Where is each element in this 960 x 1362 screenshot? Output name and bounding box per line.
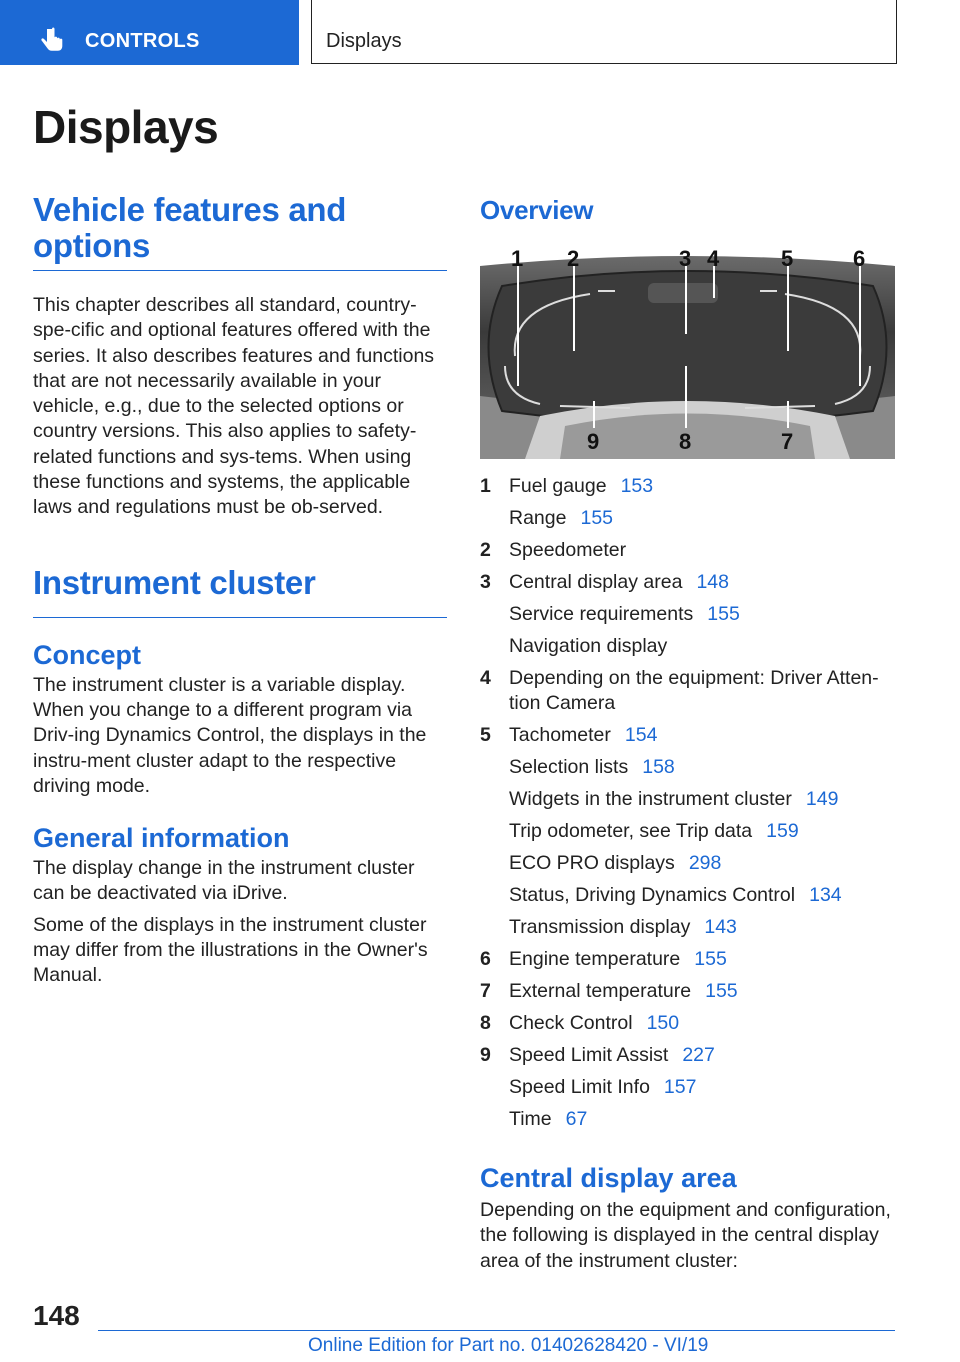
legend-number: 5 <box>480 724 491 746</box>
callout-number: 7 <box>781 429 794 454</box>
page-reference-link[interactable]: 149 <box>805 788 839 810</box>
legend-text <box>509 879 895 911</box>
legend-item <box>480 911 895 943</box>
page-reference-link[interactable]: 155 <box>694 948 727 970</box>
legend-number <box>480 598 509 630</box>
page-reference-link[interactable]: 154 <box>624 724 658 746</box>
vehicle-features-heading: Vehicle features and options <box>33 191 347 264</box>
right-column <box>480 192 895 228</box>
legend-text <box>509 783 895 815</box>
general-information-heading: General information <box>33 823 290 854</box>
legend-text <box>509 1071 895 1103</box>
page-reference-link[interactable]: 155 <box>707 603 740 625</box>
legend-text <box>509 566 895 598</box>
legend-number <box>480 502 509 534</box>
page-title: Displays <box>33 101 219 153</box>
callout-number: 3 <box>679 246 692 271</box>
general-information-text: The display change in the instrument cluster can be deactivated via iDrive. <box>33 857 415 905</box>
legend-label: Transmission display <box>509 916 691 938</box>
legend-item <box>480 598 895 630</box>
legend-item <box>480 943 895 975</box>
edition-text: Online Edition for Part no. 01402628420 - VI/19 <box>308 1335 709 1356</box>
legend-label: Service requirements <box>509 603 694 625</box>
legend-label: ECO PRO displays <box>509 852 675 874</box>
legend-text <box>509 630 895 662</box>
legend-number <box>480 847 509 879</box>
legend-item <box>480 1007 895 1039</box>
legend-item <box>480 502 895 534</box>
legend-number <box>480 911 509 943</box>
legend-item <box>480 470 895 502</box>
page-reference-link[interactable]: 159 <box>766 820 799 842</box>
legend-number <box>480 1103 509 1135</box>
legend-item <box>480 662 895 719</box>
legend-number <box>480 630 509 662</box>
section-tab[interactable] <box>311 0 897 64</box>
legend-text <box>509 502 895 534</box>
legend-number: 6 <box>480 948 491 970</box>
legend-number: 4 <box>480 667 491 689</box>
legend-number <box>480 879 509 911</box>
callout-number: 8 <box>679 429 692 454</box>
legend-text <box>509 751 895 783</box>
legend-number <box>480 1071 509 1103</box>
left-column <box>33 192 447 989</box>
legend-item <box>480 1071 895 1103</box>
legend-text <box>509 534 895 566</box>
legend-number: 7 <box>480 980 491 1002</box>
legend-label: Navigation display <box>509 635 668 657</box>
legend-text <box>509 975 895 1007</box>
concept-heading: Concept <box>33 639 141 670</box>
legend-label: Range <box>509 507 567 529</box>
page-reference-link[interactable]: 148 <box>696 571 729 593</box>
central-display-section <box>480 1163 895 1274</box>
vehicle-features-text: This chapter describes all standard, country-spe-cific and optional features offered with the series. It also describes features and functions that are not necessarily available in your vehicle, e.g., due to the selected options or country versions. This also applies to safety-related functions and sys-tems. When using these functions and systems, the applicable laws and regulations must be ob-served. <box>33 294 435 519</box>
legend-item <box>480 534 895 566</box>
central-display-heading: Central display area <box>480 1163 737 1193</box>
page-reference-link[interactable]: 227 <box>682 1044 715 1066</box>
legend-number <box>480 751 509 783</box>
callout-number: 5 <box>781 246 794 271</box>
legend-list <box>480 470 895 1135</box>
legend-text <box>509 911 895 943</box>
legend-number <box>480 783 509 815</box>
legend-label: Engine temperature <box>509 948 681 970</box>
overview-heading: Overview <box>480 195 594 225</box>
legend-item <box>480 630 895 662</box>
legend-text <box>509 847 895 879</box>
footer-rule <box>98 1330 895 1331</box>
legend-number: 1 <box>480 475 491 497</box>
section-label: Displays <box>326 30 402 52</box>
page-reference-link[interactable]: 67 <box>565 1108 588 1130</box>
legend-item <box>480 751 895 783</box>
page-number: 148 <box>33 1300 80 1331</box>
legend-label: Speedometer <box>509 539 627 561</box>
legend-label: Widgets in the instrument cluster <box>509 788 792 810</box>
instrument-cluster-heading: Instrument cluster <box>33 563 316 601</box>
page-reference-link[interactable]: 158 <box>642 756 675 778</box>
instrument-cluster-illustration <box>480 246 895 459</box>
legend-label: External temperature <box>509 980 692 1002</box>
chapter-tab[interactable] <box>0 0 299 65</box>
page-reference-link[interactable]: 143 <box>704 916 737 938</box>
callout-number: 6 <box>853 246 866 271</box>
legend-item <box>480 783 895 815</box>
legend-number <box>480 815 509 847</box>
legend-number: 3 <box>480 571 491 593</box>
legend-item <box>480 847 895 879</box>
heading-rule <box>33 617 447 618</box>
legend-text <box>509 815 895 847</box>
legend-item <box>480 566 895 598</box>
legend-label: Speed Limit Assist <box>509 1044 669 1066</box>
legend-label: Tachometer <box>509 724 611 746</box>
legend-text <box>509 598 895 630</box>
legend-text <box>509 1039 895 1071</box>
legend-label: Status, Driving Dynamics Control <box>509 884 796 906</box>
callout-number: 2 <box>567 246 580 271</box>
callout-number: 9 <box>587 429 600 454</box>
page-reference-link[interactable]: 150 <box>646 1012 680 1034</box>
callout-number: 4 <box>707 246 720 271</box>
legend-text <box>509 719 895 751</box>
legend-label: Depending on the equipment: Driver Atten-tion Camera <box>509 667 879 714</box>
instrument-cluster-figure <box>480 246 895 459</box>
legend-number: 9 <box>480 1044 491 1066</box>
legend-item <box>480 1103 895 1135</box>
legend-label: Check Control <box>509 1012 633 1034</box>
legend-text <box>509 943 895 975</box>
legend-label: Central display area <box>509 571 683 593</box>
general-information-text: Some of the displays in the instrument cluster may differ from the illustrations in the Owner's Manual. <box>33 913 428 987</box>
legend-label: Trip odometer, see Trip data <box>509 820 753 842</box>
legend-item <box>480 719 895 751</box>
legend-text <box>509 1103 895 1135</box>
central-display-text: Depending on the equipment and configuration, the following is displayed in the central display area of the instrument cluster: <box>480 1199 891 1272</box>
page-reference-link[interactable]: 134 <box>809 884 842 906</box>
legend-number: 8 <box>480 1012 491 1034</box>
legend-label: Speed Limit Info <box>509 1076 650 1098</box>
legend-label: Selection lists <box>509 756 629 778</box>
hand-pointer-icon <box>38 26 66 54</box>
page-reference-link[interactable]: 153 <box>620 475 654 497</box>
page-reference-link[interactable]: 155 <box>705 980 738 1002</box>
callout-number: 1 <box>511 246 524 271</box>
legend-item <box>480 879 895 911</box>
heading-rule <box>33 270 447 271</box>
legend-item <box>480 1039 895 1071</box>
legend-text <box>509 470 895 502</box>
concept-text: The instrument cluster is a variable display. When you change to a different program via Driv-ing Dynamics Control, the displays in the instru-ment cluster adapt to the respective driving mode. <box>33 673 427 797</box>
legend-text <box>509 1007 895 1039</box>
legend-number: 2 <box>480 539 491 561</box>
legend-text <box>509 662 895 719</box>
legend-item <box>480 975 895 1007</box>
chapter-label: CONTROLS <box>85 30 200 52</box>
legend-label: Time <box>509 1108 552 1130</box>
legend-item <box>480 815 895 847</box>
page-reference-link[interactable]: 298 <box>688 852 722 874</box>
page-reference-link[interactable]: 155 <box>580 507 614 529</box>
legend-label: Fuel gauge <box>509 475 607 497</box>
page-reference-link[interactable]: 157 <box>663 1076 697 1098</box>
